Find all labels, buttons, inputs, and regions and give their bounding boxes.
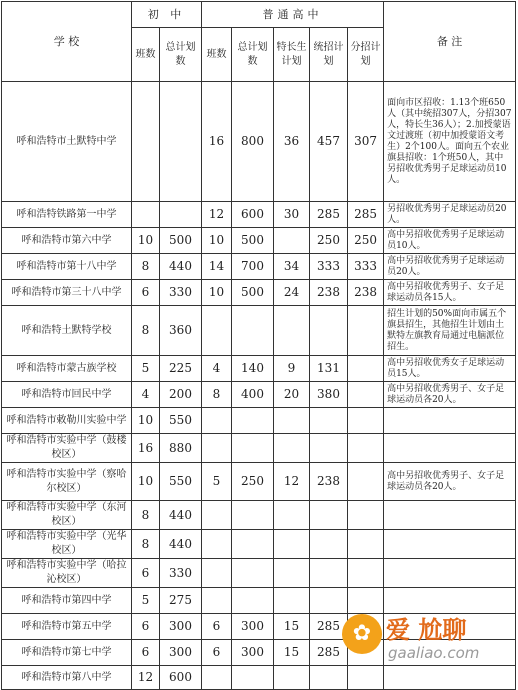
junior-classes-cell: 8	[132, 501, 160, 530]
senior-special-cell: 20	[274, 382, 310, 408]
senior-allocated-cell: 285	[348, 202, 384, 228]
senior-classes-cell	[202, 588, 232, 614]
school-name-cell: 呼和浩特市回民中学	[2, 382, 132, 408]
senior-special-cell: 15	[274, 640, 310, 666]
senior-special-cell: 12	[274, 463, 310, 501]
senior-classes-cell	[202, 559, 232, 588]
senior-total-cell: 300	[232, 640, 274, 666]
junior-total-cell: 330	[160, 280, 202, 306]
junior-classes-cell: 6	[132, 640, 160, 666]
junior-total-cell: 440	[160, 530, 202, 559]
header-junior-total: 总计划数	[160, 28, 202, 82]
junior-classes-cell: 16	[132, 434, 160, 463]
notes-cell	[384, 408, 516, 434]
senior-total-cell	[232, 559, 274, 588]
school-name-cell: 呼和浩特市实验中学（察哈尔校区）	[2, 463, 132, 501]
table-row	[2, 202, 516, 228]
header-notes: 备 注	[384, 2, 516, 82]
senior-unified-cell: 131	[310, 356, 348, 382]
junior-total-cell: 360	[160, 306, 202, 356]
senior-classes-cell: 10	[202, 280, 232, 306]
junior-classes-cell: 10	[132, 463, 160, 501]
notes-cell: 高中另招收优秀女子足球运动员15人。	[384, 356, 516, 382]
senior-special-cell: 9	[274, 356, 310, 382]
junior-total-cell: 440	[160, 254, 202, 280]
watermark-logo-icon: ✿	[342, 614, 382, 654]
senior-classes-cell: 6	[202, 640, 232, 666]
school-name-cell: 呼和浩特市土默特中学	[2, 82, 132, 202]
senior-allocated-cell	[348, 463, 384, 501]
notes-cell: 高中另招收优秀男子、女子足球运动员各20人。	[384, 463, 516, 501]
junior-classes-cell: 8	[132, 306, 160, 356]
watermark	[342, 610, 512, 676]
senior-classes-cell: 16	[202, 82, 232, 202]
table-row	[2, 501, 516, 530]
senior-unified-cell: 333	[310, 254, 348, 280]
school-name-cell: 呼和浩特市第六中学	[2, 228, 132, 254]
senior-unified-cell	[310, 501, 348, 530]
notes-cell	[384, 434, 516, 463]
junior-classes-cell: 10	[132, 228, 160, 254]
junior-classes-cell: 8	[132, 254, 160, 280]
junior-total-cell: 440	[160, 501, 202, 530]
senior-total-cell: 500	[232, 228, 274, 254]
senior-total-cell	[232, 434, 274, 463]
senior-total-cell: 500	[232, 280, 274, 306]
school-name-cell: 呼和浩特市实验中学（鼓楼校区）	[2, 434, 132, 463]
table-row	[2, 82, 516, 202]
header-senior-unified: 统招计划	[310, 28, 348, 82]
school-name-cell: 呼和浩特市第十八中学	[2, 254, 132, 280]
senior-classes-cell	[202, 530, 232, 559]
senior-unified-cell: 380	[310, 382, 348, 408]
junior-classes-cell: 5	[132, 356, 160, 382]
senior-total-cell	[232, 530, 274, 559]
senior-allocated-cell	[348, 530, 384, 559]
junior-total-cell: 550	[160, 463, 202, 501]
senior-special-cell	[274, 408, 310, 434]
senior-classes-cell	[202, 501, 232, 530]
junior-total-cell: 275	[160, 588, 202, 614]
senior-total-cell: 600	[232, 202, 274, 228]
junior-total-cell: 550	[160, 408, 202, 434]
senior-special-cell	[274, 666, 310, 690]
senior-unified-cell: 285	[310, 640, 348, 666]
senior-allocated-cell	[348, 408, 384, 434]
notes-cell	[384, 559, 516, 588]
school-name-cell: 呼和浩特铁路第一中学	[2, 202, 132, 228]
senior-unified-cell	[310, 530, 348, 559]
senior-unified-cell: 285	[310, 202, 348, 228]
junior-total-cell: 500	[160, 228, 202, 254]
junior-classes-cell: 4	[132, 382, 160, 408]
senior-special-cell	[274, 559, 310, 588]
school-name-cell: 呼和浩特土默特学校	[2, 306, 132, 356]
school-name-cell: 呼和浩特市第三十八中学	[2, 280, 132, 306]
school-name-cell: 呼和浩特市第四中学	[2, 588, 132, 614]
header-senior-special: 特长生计划	[274, 28, 310, 82]
senior-classes-cell: 8	[202, 382, 232, 408]
senior-classes-cell	[202, 434, 232, 463]
senior-classes-cell	[202, 306, 232, 356]
senior-unified-cell: 238	[310, 463, 348, 501]
junior-classes-cell: 6	[132, 614, 160, 640]
senior-special-cell: 30	[274, 202, 310, 228]
notes-cell: 高中另招收优秀男子、女子足球运动员各20人。	[384, 382, 516, 408]
watermark-domain: gaaliao.com	[388, 644, 480, 662]
senior-classes-cell: 12	[202, 202, 232, 228]
senior-special-cell: 36	[274, 82, 310, 202]
senior-allocated-cell	[348, 559, 384, 588]
table-row	[2, 463, 516, 501]
table-row	[2, 382, 516, 408]
table-row	[2, 530, 516, 559]
senior-total-cell: 300	[232, 614, 274, 640]
notes-cell: 高中另招收优秀男子足球运动员20人。	[384, 254, 516, 280]
senior-total-cell: 400	[232, 382, 274, 408]
senior-classes-cell: 6	[202, 614, 232, 640]
senior-special-cell: 34	[274, 254, 310, 280]
notes-cell: 招生计划的50%面向市属五个旗县招生，其他招生计划由土默特左旗教育局通过电脑派位招生。	[384, 306, 516, 356]
table-row	[2, 228, 516, 254]
senior-classes-cell: 5	[202, 463, 232, 501]
junior-total-cell: 880	[160, 434, 202, 463]
notes-cell	[384, 501, 516, 530]
school-name-cell: 呼和浩特市敕勒川实验中学	[2, 408, 132, 434]
senior-unified-cell	[310, 434, 348, 463]
senior-unified-cell: 250	[310, 228, 348, 254]
senior-unified-cell: 238	[310, 280, 348, 306]
watermark-title: 爱 尬聊	[386, 616, 467, 644]
junior-classes-cell	[132, 202, 160, 228]
header-senior-total: 总计划数	[232, 28, 274, 82]
senior-allocated-cell	[348, 434, 384, 463]
school-name-cell: 呼和浩特市实验中学（东河校区）	[2, 501, 132, 530]
junior-total-cell: 300	[160, 614, 202, 640]
senior-allocated-cell: 238	[348, 280, 384, 306]
senior-allocated-cell	[348, 356, 384, 382]
junior-total-cell	[160, 202, 202, 228]
junior-total-cell: 300	[160, 640, 202, 666]
table-row	[2, 408, 516, 434]
header-senior-group: 普通高中	[202, 2, 384, 28]
senior-allocated-cell: 307	[348, 82, 384, 202]
senior-unified-cell	[310, 408, 348, 434]
senior-total-cell	[232, 408, 274, 434]
school-name-cell: 呼和浩特市第八中学	[2, 666, 132, 690]
senior-classes-cell: 10	[202, 228, 232, 254]
senior-special-cell: 24	[274, 280, 310, 306]
enrollment-plan-table	[1, 1, 516, 690]
senior-special-cell	[274, 501, 310, 530]
senior-special-cell	[274, 588, 310, 614]
school-name-cell: 呼和浩特市第五中学	[2, 614, 132, 640]
table-row	[2, 254, 516, 280]
senior-allocated-cell	[348, 306, 384, 356]
notes-cell: 另招收优秀男子足球运动员20人。	[384, 202, 516, 228]
junior-classes-cell: 10	[132, 408, 160, 434]
senior-total-cell	[232, 666, 274, 690]
school-name-cell: 呼和浩特市实验中学（哈拉沁校区）	[2, 559, 132, 588]
senior-allocated-cell: 250	[348, 228, 384, 254]
senior-special-cell: 15	[274, 614, 310, 640]
school-name-cell: 呼和浩特市第七中学	[2, 640, 132, 666]
senior-total-cell	[232, 588, 274, 614]
table-row	[2, 306, 516, 356]
senior-unified-cell	[310, 306, 348, 356]
junior-total-cell: 225	[160, 356, 202, 382]
senior-total-cell	[232, 306, 274, 356]
junior-classes-cell	[132, 82, 160, 202]
table-row	[2, 434, 516, 463]
senior-unified-cell: 457	[310, 82, 348, 202]
senior-allocated-cell	[348, 382, 384, 408]
notes-cell: 高中另招收优秀男子足球运动员10人。	[384, 228, 516, 254]
table-row	[2, 280, 516, 306]
junior-total-cell	[160, 82, 202, 202]
junior-classes-cell: 12	[132, 666, 160, 690]
notes-cell: 高中另招收优秀男子、女子足球运动员各15人。	[384, 280, 516, 306]
senior-classes-cell	[202, 408, 232, 434]
senior-allocated-cell	[348, 501, 384, 530]
header-junior-group: 初 中	[132, 2, 202, 28]
junior-classes-cell: 8	[132, 530, 160, 559]
junior-classes-cell: 6	[132, 559, 160, 588]
senior-special-cell	[274, 530, 310, 559]
junior-total-cell: 200	[160, 382, 202, 408]
senior-classes-cell	[202, 666, 232, 690]
header-school: 学 校	[2, 2, 132, 82]
senior-total-cell	[232, 501, 274, 530]
senior-special-cell	[274, 306, 310, 356]
header-senior-classes: 班数	[202, 28, 232, 82]
junior-total-cell: 600	[160, 666, 202, 690]
senior-unified-cell: 285	[310, 614, 348, 640]
header-senior-allocated: 分招计划	[348, 28, 384, 82]
notes-cell	[384, 530, 516, 559]
senior-unified-cell	[310, 559, 348, 588]
school-name-cell: 呼和浩特市蒙古族学校	[2, 356, 132, 382]
header-junior-classes: 班数	[132, 28, 160, 82]
table-row	[2, 356, 516, 382]
senior-total-cell: 140	[232, 356, 274, 382]
senior-classes-cell: 14	[202, 254, 232, 280]
senior-special-cell	[274, 228, 310, 254]
junior-classes-cell: 6	[132, 280, 160, 306]
senior-total-cell: 700	[232, 254, 274, 280]
senior-total-cell: 800	[232, 82, 274, 202]
junior-classes-cell: 5	[132, 588, 160, 614]
table-row	[2, 559, 516, 588]
senior-total-cell: 250	[232, 463, 274, 501]
junior-total-cell: 330	[160, 559, 202, 588]
senior-special-cell	[274, 434, 310, 463]
school-name-cell: 呼和浩特市实验中学（光华校区）	[2, 530, 132, 559]
notes-cell: 面向市区招收：1.13个班650人（其中统招307人，分招307人，特长生36人）；2.加授蒙语文过渡班（初中加授蒙语文考生）2个100人。面向五个农业旗县招收：1个班50人，其中另招收优秀男子足球运动员10人。	[384, 82, 516, 202]
senior-classes-cell: 4	[202, 356, 232, 382]
senior-allocated-cell: 333	[348, 254, 384, 280]
